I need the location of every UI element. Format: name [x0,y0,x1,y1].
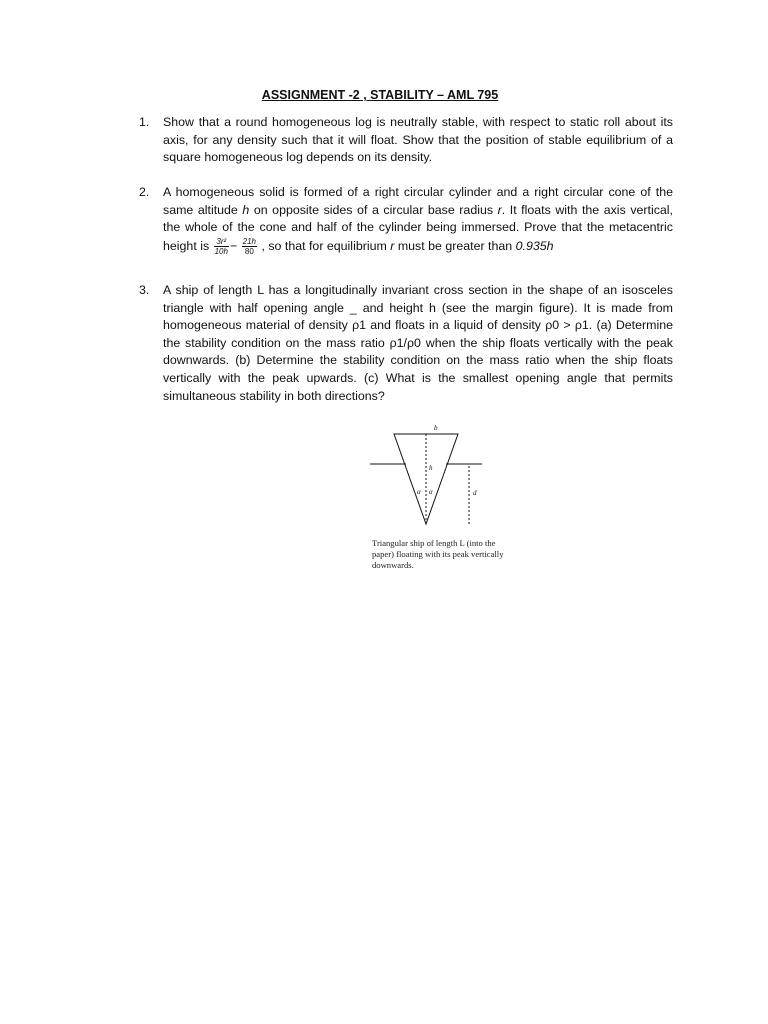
label-d: d [473,489,477,497]
variable-r: r [497,202,502,217]
label-h: h [429,464,433,472]
question-1 [139,114,673,167]
question-number: 1. [139,115,150,129]
question-text: Show that a round homogeneous log is neutrally stable, with respect to static roll about its axis, for any density such that it will float. Show that the position of stable equilibrium of a square homogeneous log depends on its density. [163,115,673,165]
threshold-value: 0.935h [515,238,554,253]
variable-r: r [390,238,395,253]
label-alpha-right: α [429,488,433,496]
fraction-3r2-over-10h: $\frac{\text{3r²}}{10h}$ [214,236,228,256]
minus-sign: − [229,238,238,253]
figure-caption: Triangular ship of length L (into the paper) floating with its peak vertically downwards. [372,538,504,570]
question-text: A ship of length L has a longitudinally invariant cross section in the shape of an isosceles triangle with half opening angle _ and height h (see the margin figure). It is made from homogeneous material of density ρ1 and floats in a liquid of density ρ0 > ρ1. (a) Determine the stability condition on the mass ratio ρ1/ρ0 when the ship floats vertically with the peak downwards. (b) Determine the stability condition on the mass ratio when the ship floats vertically with the peak upwards. (c) What is the smallest opening angle that permits simultaneous stability in both directions? [163,283,673,403]
label-alpha-left: α [417,488,421,496]
assignment-title: ASSIGNMENT -2 , STABILITY – AML 795 [261,88,499,102]
variable-h: h [242,202,250,217]
label-b: b [434,424,438,432]
question-2 [139,184,673,256]
question-3 [139,282,673,405]
question-number: 3. [139,283,150,297]
fraction-21h-over-80: $\frac{21h}{80}$ [242,236,257,256]
question-number: 2. [139,185,150,199]
question-text: A homogeneous solid is formed of a right circular cylinder and a right circular cone of the same altitude h on opposite sides of a circular base radius r. It floats with the axis vertical, the whole of the cone and half of the cylinder being immersed. Prove that the metacentric height is $\frac{\text{3r²}}{10h}$ − $\frac{21h}{80}$ , so that for equilibrium r must be greater than 0.935h [163,185,674,256]
triangular-ship-figure [368,420,484,532]
